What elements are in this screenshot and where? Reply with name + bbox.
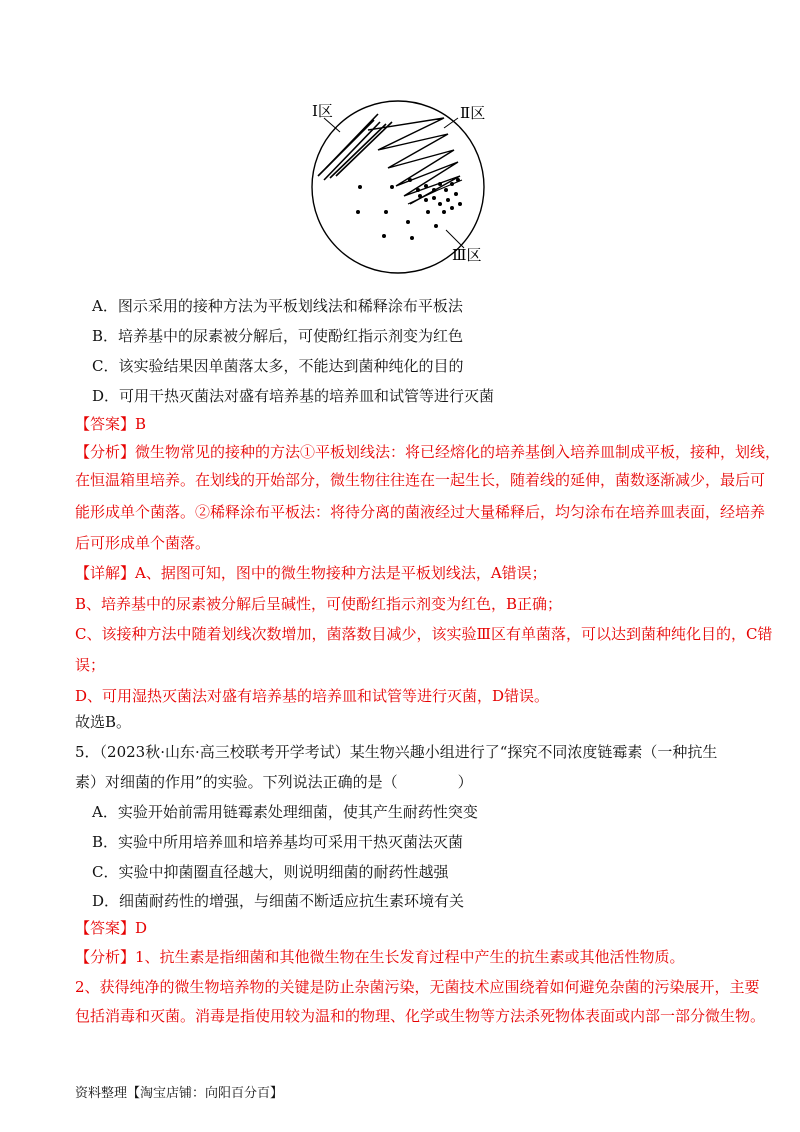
q4-analysis-line-3: 能形成单个菌落。②稀释涂布平板法：将待分离的菌液经过大量稀释后，均匀涂布在培养皿表面，经培养: [75, 503, 766, 521]
q4-detail-line-4: 误；: [75, 656, 106, 674]
q5-stem-line-1: 5．（2023秋·山东·高三校联考开学考试）某生物兴趣小组进行了“探究不同浓度链霉素（一种抗生: [75, 743, 718, 761]
q4-detail-line-2: B、培养基中的尿素被分解后呈碱性，可使酚红指示剂变为红色，B正确；: [75, 595, 563, 613]
q4-answer: 【答案】B: [75, 415, 147, 433]
q5-option-d: D．细菌耐药性的增强，与细菌不断适应抗生素环境有关: [92, 892, 465, 910]
zone-1-label: Ⅰ区: [312, 102, 333, 120]
petri-dish-diagram: [0, 0, 800, 280]
q4-option-d: D．可用干热灭菌法对盛有培养基的培养皿和试管等进行灭菌: [92, 387, 495, 405]
q4-analysis-line-1: 【分析】微生物常见的接种的方法①平板划线法：将已经熔化的培养基倒入培养皿制成平板，接种，划线，: [75, 443, 781, 461]
q4-conclusion: 故选B。: [75, 713, 132, 731]
q4-option-c: C．该实验结果因单菌落太多，不能达到菌种纯化的目的: [92, 357, 464, 375]
q5-analysis-line-2: 2、获得纯净的微生物培养物的关键是防止杂菌污染，无菌技术应围绕着如何避免杂菌的污染展开，主要: [75, 978, 760, 996]
zone-1-streaks: [318, 114, 392, 180]
q4-detail-line-1: 【详解】A、据图可知，图中的微生物接种方法是平板划线法，A错误；: [75, 564, 547, 582]
q4-analysis-line-4: 后可形成单个菌落。: [75, 534, 211, 552]
q4-option-a: A．图示采用的接种方法为平板划线法和稀释涂布平板法: [92, 297, 463, 315]
zone-3-label: Ⅲ区: [452, 246, 482, 264]
q5-option-a: A．实验开始前需用链霉素处理细菌，使其产生耐药性突变: [92, 803, 478, 821]
page-footer: 资料整理【淘宝店铺：向阳百分百】: [75, 1086, 284, 1101]
q4-detail-line-5: D、可用湿热灭菌法对盛有培养基的培养皿和试管等进行灭菌，D错误。: [75, 687, 550, 705]
q4-option-b: B．培养基中的尿素被分解后，可使酚红指示剂变为红色: [92, 327, 464, 345]
q5-analysis-line-3: 包括消毒和灭菌。消毒是指使用较为温和的物理、化学或生物等方法杀死物体表面或内部一部分微生物。: [75, 1007, 766, 1025]
q5-stem-line-2: 素）对细菌的作用”的实验。下列说法正确的是（ ）: [75, 773, 473, 791]
q5-answer: 【答案】D: [75, 919, 148, 937]
q5-option-b: B．实验中所用培养皿和培养基均可采用干热灭菌法灭菌: [92, 833, 464, 851]
streak-plate-figure: [0, 0, 800, 280]
q4-analysis-line-2: 在恒温箱里培养。在划线的开始部分，微生物往往连在一起生长，随着线的延伸，菌数逐渐减少，最后可: [75, 471, 766, 489]
zone-2-label: Ⅱ区: [460, 104, 486, 122]
q5-option-c: C．实验中抑菌圈直径越大，则说明细菌的耐药性越强: [92, 863, 449, 881]
q5-analysis-line-1: 【分析】1、抗生素是指细菌和其他微生物在生长发育过程中产生的抗生素或其他活性物质。: [75, 948, 685, 966]
q4-detail-line-3: C、该接种方法中随着划线次数增加，菌落数目减少，该实验Ⅲ区有单菌落，可以达到菌种纯化目的，C错: [75, 625, 773, 643]
